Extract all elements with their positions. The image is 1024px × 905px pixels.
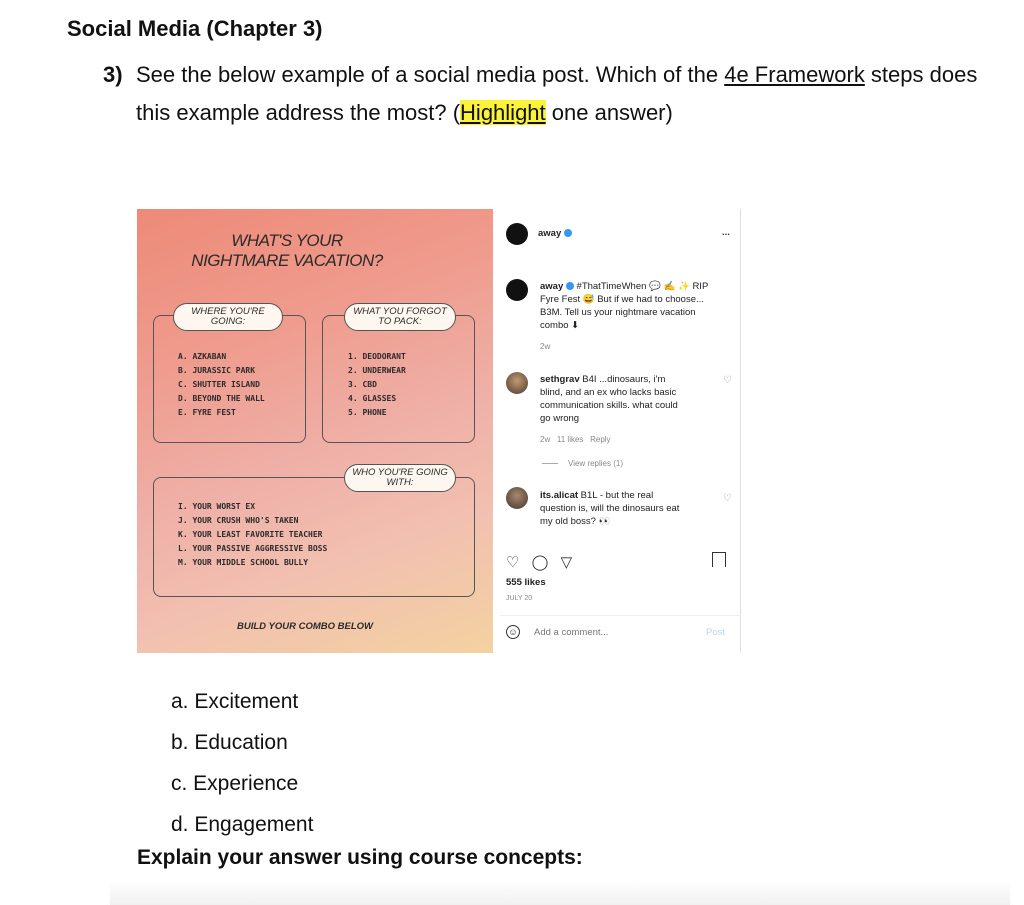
question-block	[103, 56, 983, 132]
answer-option[interactable]: c. Experience	[171, 772, 299, 795]
list-item: 1. DEODORANT	[348, 352, 406, 361]
comment	[540, 489, 715, 528]
question-number: 3)	[103, 62, 123, 87]
where-label: WHERE YOU'RE GOING:	[173, 303, 283, 331]
post-image	[137, 209, 493, 653]
with-label: WHO YOU'RE GOING WITH:	[344, 464, 456, 492]
instagram-panel	[500, 209, 741, 653]
like-comment-icon[interactable]: ♡	[723, 493, 732, 504]
highlight-word: Highlight	[460, 100, 546, 125]
explain-prompt: Explain your answer using course concepts:	[137, 846, 583, 869]
list-item: 4. GLASSES	[348, 394, 397, 403]
caption	[540, 280, 735, 353]
list-item: A. AZKABAN	[178, 352, 227, 361]
list-item: K. YOUR LEAST FAVORITE TEACHER	[178, 530, 323, 539]
more-options-icon[interactable]: ...	[722, 227, 730, 238]
caption-user[interactable]: away	[540, 281, 564, 292]
answer-list	[171, 681, 313, 845]
like-count: 555 likes	[506, 577, 546, 588]
account-header[interactable]	[538, 228, 572, 239]
list-item: C. SHUTTER ISLAND	[178, 380, 260, 389]
forgot-label: WHAT YOU FORGOT TO PACK:	[344, 303, 456, 331]
comment-line: blind, and an ex who lacks basic	[540, 387, 677, 398]
like-icon[interactable]: ♡	[506, 554, 520, 571]
post-button[interactable]: Post	[706, 627, 726, 638]
comment	[540, 373, 715, 446]
caption-time: 2w	[540, 342, 551, 351]
page-edge	[110, 880, 1010, 905]
image-title-line2: NIGHTMARE VACATION?	[191, 251, 383, 270]
question-part2: steps does this example address the most? (	[136, 62, 978, 125]
comment-line: B1L - but the real	[580, 490, 654, 501]
page-heading: Social Media (Chapter 3)	[67, 16, 323, 41]
view-replies[interactable]	[542, 459, 623, 468]
question-text	[136, 56, 983, 132]
commenter-avatar[interactable]	[506, 372, 528, 394]
list-item: M. YOUR MIDDLE SCHOOL BULLY	[178, 558, 309, 567]
verified-icon	[566, 282, 574, 290]
list-item: J. YOUR CRUSH WHO'S TAKEN	[178, 516, 299, 525]
list-item: 5. PHONE	[348, 408, 387, 417]
comment-user[interactable]: sethgrav	[540, 374, 580, 385]
share-icon[interactable]: ▽	[560, 554, 573, 571]
comment-line: question is, will the dinosaurs eat	[540, 503, 680, 514]
bookmark-icon[interactable]	[712, 552, 726, 567]
comment-icon[interactable]: ◯	[531, 554, 549, 571]
divider	[500, 615, 741, 616]
list-item: I. YOUR WORST EX	[178, 502, 256, 511]
comment-line: my old boss? 👀	[540, 516, 611, 527]
list-item: B. JURASSIC PARK	[178, 366, 256, 375]
add-comment-input[interactable]: Add a comment...	[534, 627, 609, 638]
places-list	[178, 350, 265, 420]
action-bar	[506, 553, 572, 571]
image-footer: BUILD YOUR COMBO BELOW	[237, 621, 373, 632]
caption-line: Fyre Fest 😅 But if we had to choose...	[540, 294, 704, 305]
like-comment-icon[interactable]: ♡	[723, 375, 732, 386]
account-name[interactable]: away	[538, 228, 562, 239]
question-part3: one answer)	[545, 100, 673, 125]
answer-option[interactable]: b. Education	[171, 731, 288, 754]
image-title	[137, 231, 437, 271]
people-list	[178, 500, 327, 570]
caption-line: combo ⬇	[540, 320, 580, 331]
comment-meta[interactable]: 2w 11 likes Reply	[540, 435, 611, 444]
caption-avatar[interactable]	[506, 279, 528, 301]
comment-line: B4I ...dinosaurs, i'm	[582, 374, 666, 385]
account-avatar[interactable]	[506, 223, 528, 245]
list-item: E. FYRE FEST	[178, 408, 236, 417]
caption-line: B3M. Tell us your nightmare vacation	[540, 307, 696, 318]
items-list	[348, 350, 406, 420]
list-item: L. YOUR PASSIVE AGGRESSIVE BOSS	[178, 544, 328, 553]
emoji-icon[interactable]: ☺	[506, 625, 520, 639]
image-title-line1: WHAT'S YOUR	[231, 231, 343, 250]
commenter-avatar[interactable]	[506, 487, 528, 509]
framework-link[interactable]: 4e Framework	[724, 62, 865, 87]
list-item: 3. CBD	[348, 380, 377, 389]
answer-option[interactable]: d. Engagement	[171, 813, 314, 836]
list-item: 2. UNDERWEAR	[348, 366, 406, 375]
comment-line: go wrong	[540, 413, 580, 424]
post-date: JULY 20	[506, 595, 533, 602]
caption-line: #ThatTimeWhen 💬 ✍ ✨ RIP	[576, 281, 709, 292]
question-part1: See the below example of a social media post. Which of the	[136, 62, 725, 87]
divider	[542, 463, 558, 464]
view-replies-label[interactable]: View replies (1)	[568, 459, 623, 468]
comment-user[interactable]: its.alicat	[540, 490, 579, 501]
comment-line: communication skills. what could	[540, 400, 678, 411]
list-item: D. BEYOND THE WALL	[178, 394, 265, 403]
answer-option[interactable]: a. Excitement	[171, 690, 299, 713]
verified-icon	[564, 229, 572, 237]
